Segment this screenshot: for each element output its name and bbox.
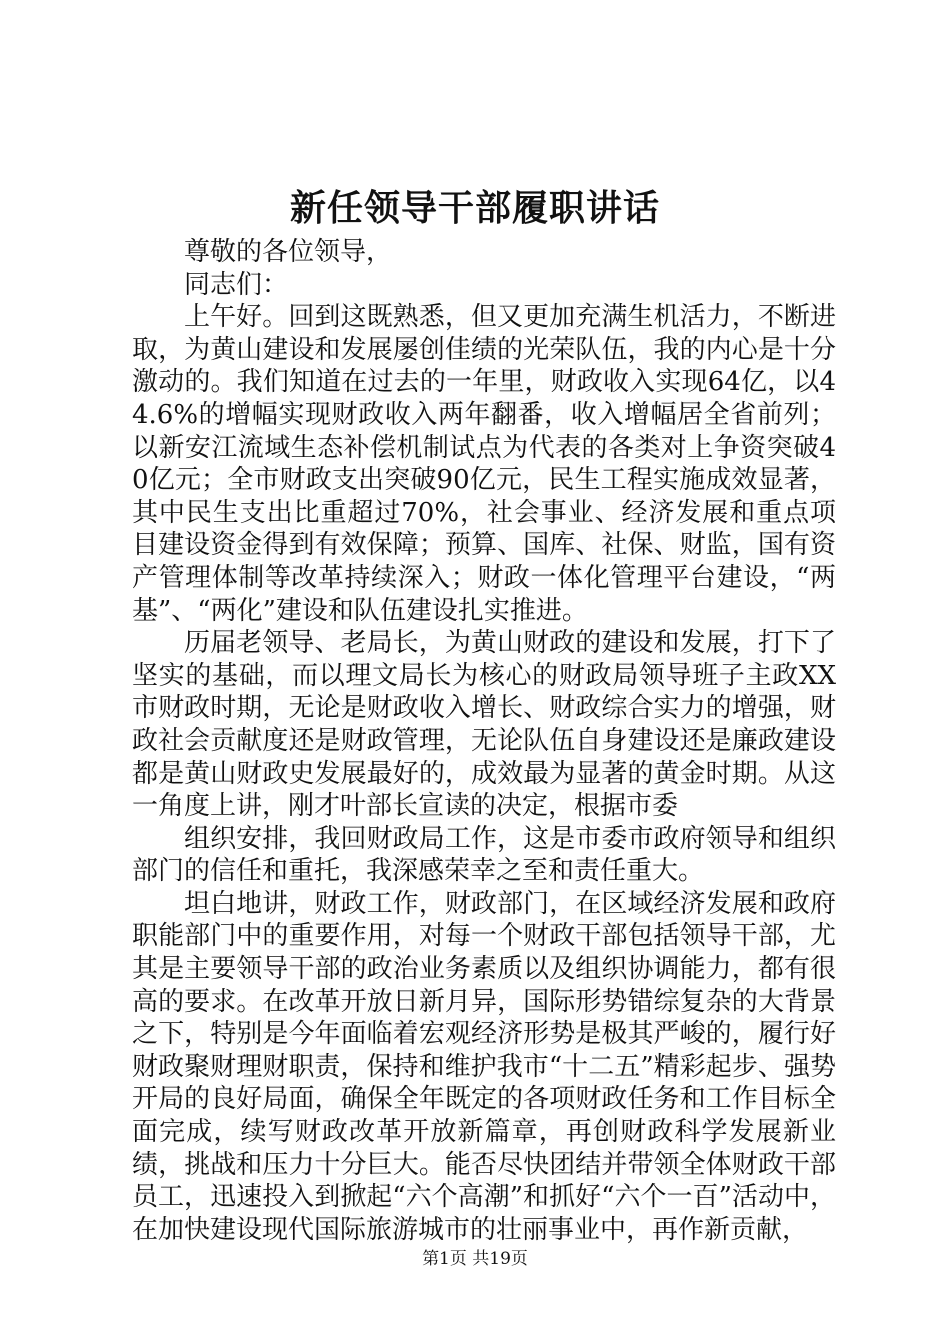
body-paragraph: 组织安排，我回财政局工作，这是市委市政府领导和组织部门的信任和重托，我深感荣幸之至和责任重大。 xyxy=(132,823,836,887)
body-paragraph: 上午好。回到这既熟悉，但又更加充满生机活力，不断进取，为黄山建设和发展屡创佳绩的光荣队伍，我的内心是十分激动的。我们知道在过去的一年里，财政收入实现64亿，以44.6%的增幅实现财政收入两年翻番，收入增幅居全省前列；以新安江流域生态补偿机制试点为代表的各类对上争资突破40亿元；全市财政支出突破90亿元，民生工程实施成效显著，其中民生支出比重超过70%，社会事业、经济发展和重点项目建设资金得到有效保障；预算、国库、社保、财监，国有资产管理体制等改革持续深入；财政一体化管理平台建设，“两基”、“两化”建设和队伍建设扎实推进。 xyxy=(132,302,836,626)
document-body xyxy=(132,236,836,1246)
salutation-paragraph: 同志们： xyxy=(184,269,289,300)
document-title: 新任领导干部履职讲话 xyxy=(289,187,660,229)
body-paragraph: 坦白地讲，财政工作，财政部门，在区域经济发展和政府职能部门中的重要作用，对每一个财政干部包括领导干部，尤其是主要领导干部的政治业务素质以及组织协调能力，都有很高的要求。在改革开放日新月异，国际形势错综复杂的大背景之下，特别是今年面临着宏观经济形势是极其严峻的，履行好财政聚财理财职责，保持和维护我市“十二五”精彩起步、强势开局的良好局面，确保全年既定的各项财政任务和工作目标全面完成，续写财政改革开放新篇章，再创财政科学发展新业绩，挑战和压力十分巨大。能否尽快团结并带领全体财政干部员工，迅速投入到掀起“六个高潮”和抓好“六个一百”活动中，在加快建设现代国际旅游城市的壮丽事业中，再作新贡献， xyxy=(132,888,836,1245)
body-paragraph: 历届老领导、老局长，为黄山财政的建设和发展，打下了坚实的基础，而以理文局长为核心的财政局领导班子主政XX市财政时期，无论是财政收入增长、财政综合实力的增强，财政社会贡献度还是财政管理，无论队伍自身建设还是廉政建设都是黄山财政史发展最好的，成效最为显著的黄金时期。从这一角度上讲，刚才叶部长宣读的决定，根据市委 xyxy=(132,628,836,822)
salutation-paragraph: 尊敬的各位领导， xyxy=(184,237,393,267)
page-number-footer: 第1页 共19页 xyxy=(422,1249,528,1269)
